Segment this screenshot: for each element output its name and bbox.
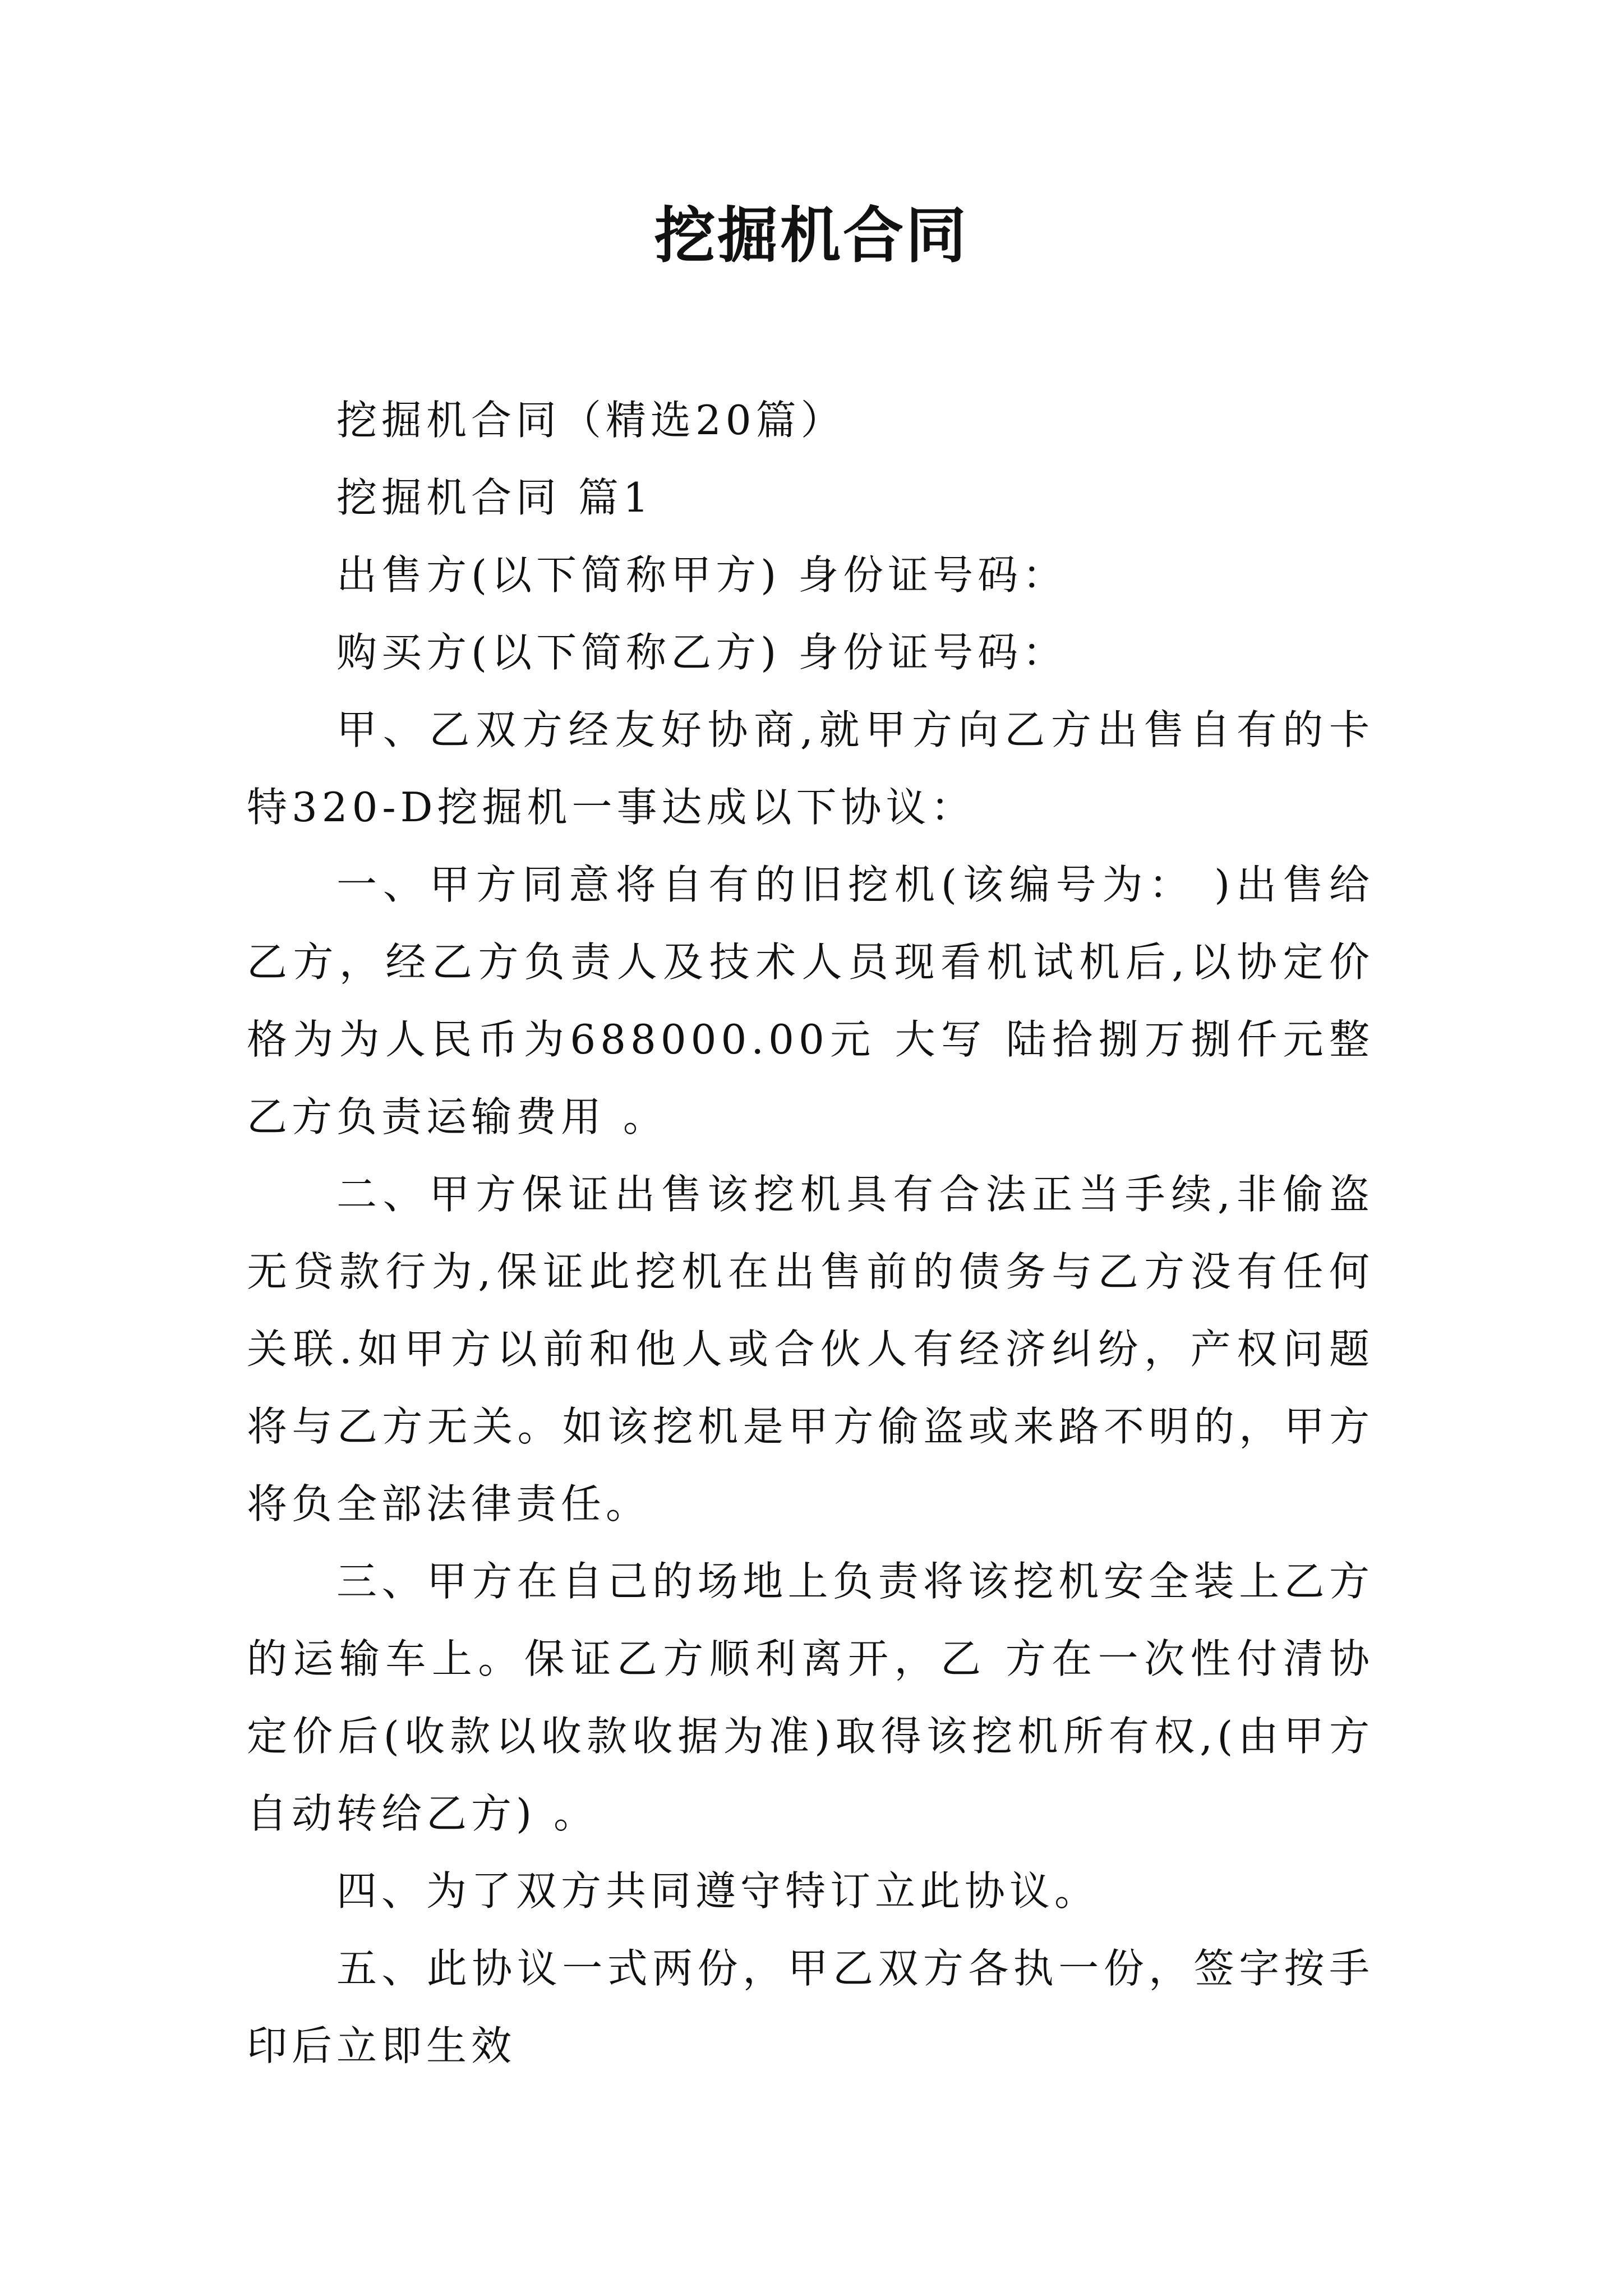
paragraph-section-heading: 挖掘机合同 篇1: [336, 474, 653, 521]
paragraph-preamble: 甲、乙双方经友好协商,就甲方向乙方出售自有的卡特320-D挖掘机一事达成以下协议：: [247, 706, 1374, 831]
document-title: 挖掘机合同: [654, 200, 969, 271]
paragraph-clause-4: 四、为了双方共同遵守特订立此协议。: [336, 1867, 1100, 1915]
paragraph-seller: 出售方(以下简称甲方) 身份证号码：: [336, 551, 1068, 599]
paragraph-clause-2: 二、甲方保证出售该挖机具有合法正当手续,非偷盗无贷款行为,保证此挖机在出售前的债务与乙方没有任何关联.如甲方以前和他人或合伙人有经济纠纷，产权问题将与乙方无关。如该挖机是甲方偷盗或来路不明的，甲方将负全部法律责任。: [247, 1171, 1374, 1527]
paragraph-clause-1: 一、甲方同意将自有的旧挖机(该编号为： )出售给乙方，经乙方负责人及技术人员现看机试机后,以协定价格为为人民币为688000.00元 大写 陆拾捌万捌仟元整 乙方负责运输费用 。: [247, 861, 1374, 1140]
document-body: [247, 381, 1374, 2085]
paragraph-clause-5: 五、此协议一式两份，甲乙双方各执一份，签字按手印后立即生效: [247, 1945, 1374, 2069]
paragraph-collection-title: 挖掘机合同（精选20篇）: [336, 397, 846, 444]
paragraph-clause-3: 三、甲方在自己的场地上负责将该挖机安全装上乙方的运输车上。保证乙方顺利离开，乙 方在一次性付清协定价后(收款以收款收据为准)取得该挖机所有权,(由甲方自动转给乙方) 。: [247, 1558, 1374, 1837]
paragraph-buyer: 购买方(以下简称乙方) 身份证号码：: [336, 629, 1068, 676]
